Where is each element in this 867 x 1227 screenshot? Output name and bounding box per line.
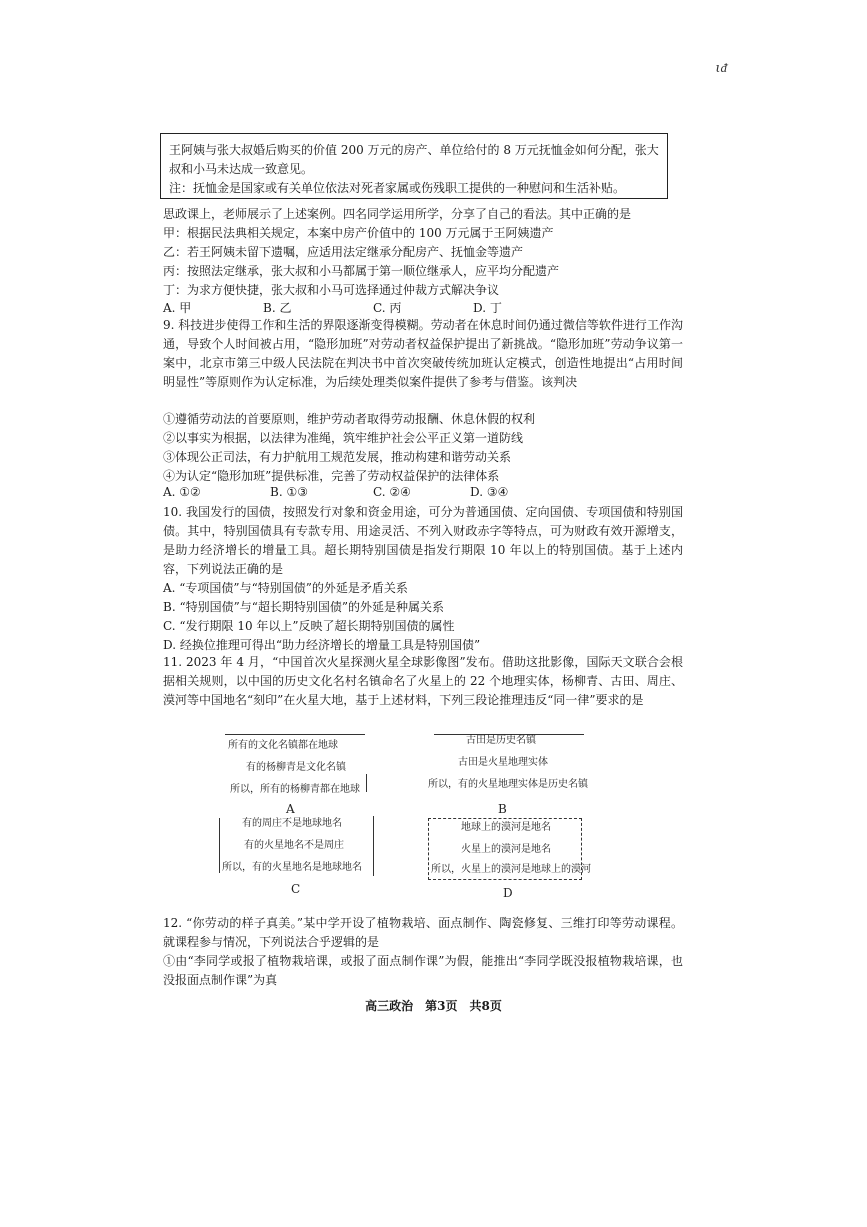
corner-mark: ιᵭ bbox=[715, 61, 727, 76]
syllogism-c-line: 有的火星地名不是周庄 bbox=[244, 840, 344, 851]
q8-statement: 丁：为求方便快捷，张大叔和小马可选择通过仲裁方式解决争议 bbox=[163, 283, 500, 297]
syllogism-c-label: C bbox=[291, 882, 301, 896]
syllogism-c-line: 有的周庄不是地球地名 bbox=[242, 818, 342, 829]
q8-option: D. 丁 bbox=[473, 301, 502, 315]
q8-statement: 乙：若王阿姨未留下遗嘱，应适用法定继承分配房产、抚恤金等遗产 bbox=[163, 245, 524, 259]
q8-option: B. 乙 bbox=[263, 301, 292, 315]
syllogism-a-label: A bbox=[286, 802, 295, 816]
q12-statement: ①由“李同学或报了植物栽培课，或报了面点制作课”为假，能推出“李同学既没报植物栽培课，也没报面点制作课”为真 bbox=[163, 954, 683, 987]
q8-statement: 丙：按照法定继承，张大叔和小马都属于第一顺位继承人，应平均分配遗产 bbox=[163, 264, 560, 278]
syllogism-d-line: 所以，火星上的漠河是地球上的漠河 bbox=[431, 864, 591, 875]
syllogism-rule bbox=[219, 818, 220, 873]
q9-statement: ①遵循劳动法的首要原则，维护劳动者取得劳动报酬、休息休假的权利 bbox=[163, 412, 536, 426]
syllogism-b-line: 所以，有的火星地理实体是历史名镇 bbox=[428, 779, 588, 790]
q9-option: D. ③④ bbox=[470, 485, 509, 499]
q8-intro: 思政课上，老师展示了上述案例。四名同学运用所学，分享了自己的看法。其中正确的是 bbox=[163, 207, 632, 221]
syllogism-b-label: B bbox=[498, 802, 507, 816]
q10-stem: 10. 我国发行的国债，按照发行对象和资金用途，可分为普通国债、定向国债、专项国债和特别国债。其中，特别国债具有专款专用、用途灵活、不列入财政赤字等特点，可为财政有效开源增支，是助力经济增长的增量工具。超长期特别国债是指发行期限 10 年以上的特别国债。基于上述内容，下列说法正确的是 bbox=[163, 505, 683, 576]
q9-statement: ②以事实为根据，以法律为准绳，筑牢维护社会公平正义第一道防线 bbox=[163, 431, 524, 445]
q10-option: B. “特别国债”与“超长期特别国债”的外延是种属关系 bbox=[163, 600, 444, 614]
case-note: 注：抚恤金是国家或有关单位依法对死者家属或伤残职工提供的一种慰问和生活补贴。 bbox=[169, 181, 626, 195]
syllogism-d-label: D bbox=[503, 886, 513, 900]
case-line: 王阿姨与张大叔婚后购买的价值 200 万元的房产、单位给付的 8 万元抚恤金如何分配，张大 bbox=[169, 143, 659, 157]
syllogism-b-line: 古田是历史名镇 bbox=[466, 735, 536, 746]
syllogism-c-line: 所以，有的火星地名是地球地名 bbox=[222, 862, 362, 873]
q8-statement: 甲：根据民法典相关规定，本案中房产价值中的 100 万元属于王阿姨遗产 bbox=[163, 226, 554, 240]
q9-statement: ④为认定“隐形加班”提供标准，完善了劳动权益保护的法律体系 bbox=[163, 469, 500, 483]
syllogism-a-line: 所有的文化名镇都在地球 bbox=[228, 740, 338, 751]
q9-stem: 9. 科技进步使得工作和生活的界限逐渐变得模糊。劳动者在休息时间仍通过微信等软件进行工作沟通，导致个人时间被占用，“隐形加班”对劳动者权益保护提出了新挑战。“隐形加班”劳动争议第一案中，北京市第三中级人民法院在判决书中首次突破传统加班认定模式，创造性地提出“占用时间明显性”等原则作为认定标准，为后续处理类似案件提供了参考与借鉴。该判决 bbox=[163, 318, 683, 389]
q8-option: A. 甲 bbox=[163, 301, 192, 315]
case-box bbox=[160, 133, 668, 199]
syllogism-rule bbox=[366, 774, 367, 792]
q9-statement: ③体现公正司法，有力护航用工规范发展，推动构建和谐劳动关系 bbox=[163, 450, 512, 464]
page-footer: 高三政治 第3页 共8页 bbox=[365, 999, 502, 1013]
q11-stem: 11. 2023 年 4 月，“中国首次火星探测火星全球影像图”发布。借助这批影像，国际天文联合会根据相关规则，以中国的历史文化名村名镇命名了火星上的 22 个地理实体，杨柳青、古田、周庄、漠河等中国地名“刻印”在火星大地，基于上述材料，下列三段论推理违反“同一律”要求的是 bbox=[163, 655, 683, 707]
q9-option: C. ②④ bbox=[373, 485, 411, 499]
q10-option: C. “发行期限 10 年以上”反映了超长期特别国债的属性 bbox=[163, 619, 455, 633]
syllogism-d-line: 地球上的漠河是地名 bbox=[461, 822, 551, 833]
syllogism-a-line: 有的杨柳青是文化名镇 bbox=[246, 762, 346, 773]
syllogism-rule bbox=[373, 816, 374, 876]
q9-option: A. ①② bbox=[163, 485, 201, 499]
syllogism-a-line: 所以，所有的杨柳青都在地球 bbox=[230, 784, 360, 795]
q12-stem: 12. “你劳动的样子真美。”某中学开设了植物栽培、面点制作、陶瓷修复、三维打印等劳动课程。就课程参与情况，下列说法合乎逻辑的是 bbox=[163, 916, 683, 949]
q10-option: A. “专项国债”与“特别国债”的外延是矛盾关系 bbox=[163, 581, 408, 595]
syllogism-d-line: 火星上的漠河是地名 bbox=[461, 844, 551, 855]
q10-option: D. 经换位推理可得出“助力经济增长的增量工具是特别国债” bbox=[163, 638, 481, 652]
case-line: 叔和小马未达成一致意见。 bbox=[169, 162, 314, 176]
syllogism-b-line: 古田是火星地理实体 bbox=[458, 757, 548, 768]
q8-option: C. 丙 bbox=[373, 301, 402, 315]
q9-option: B. ①③ bbox=[270, 485, 308, 499]
